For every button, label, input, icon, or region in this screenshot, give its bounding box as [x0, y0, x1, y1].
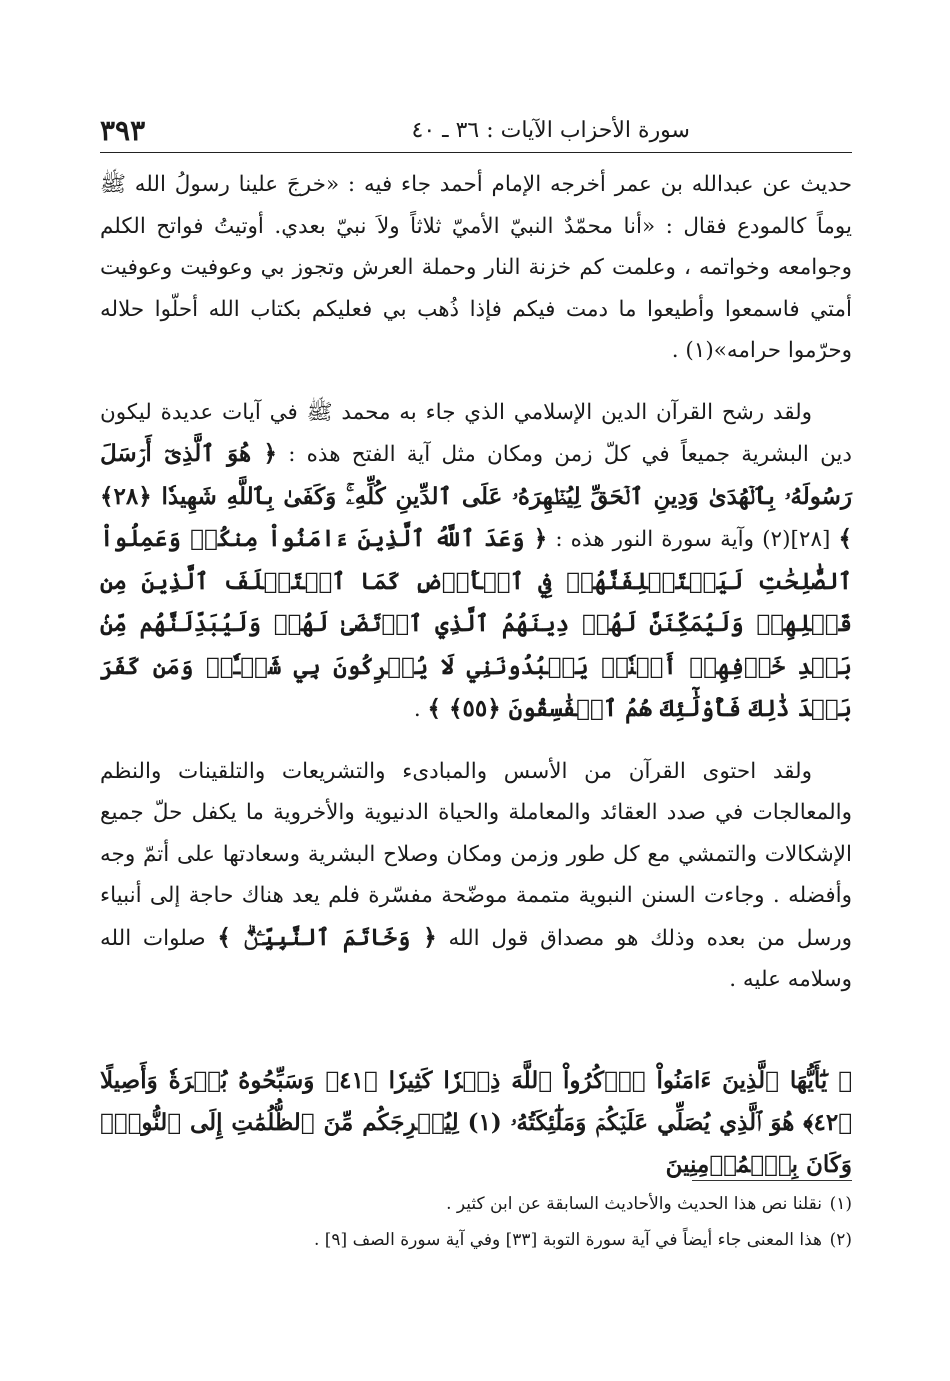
- paragraph-text: [٢٨](٢) وآية سورة النور هذه :: [547, 527, 839, 552]
- footnote-number: (٢): [829, 1230, 852, 1250]
- footnote-text: هذا المعنى جاء أيضاً في آية سورة التوبة [٣٣] وفي آية سورة الصف [٩] .: [313, 1230, 822, 1250]
- quran-verse-block: ﴿ يَٰٓأَيُّهَا ٱلَّذِينَ ءَامَنُواْ ٱذۡكُرُواْ ٱللَّهَ ذِكۡرٗا كَثِيرٗا ﴿٤١﴾ وَسَبِّحُوهُ بُكۡرَةٗ وَأَصِيلًا ﴿٤٢﴾ هُوَ ٱلَّذِي يُصَلِّي عَلَيۡكُمۡ وَمَلَٰٓئِكَتُهُۥ (١) لِيُخۡرِجَكُم مِّنَ ٱلظُّلُمَٰتِ إِلَى ٱلنُّورِۚ وَكَانَ بِٱلۡمُؤۡمِنِينَ: [100, 1067, 852, 1178]
- paragraph-text: .: [413, 697, 428, 722]
- paragraph: [100, 392, 852, 731]
- paragraph-text: حديث عن عبدالله بن عمر أخرجه الإمام أحمد جاء فيه : «خرجَ علينا رسولُ الله ﷺ يوماً كالمودع فقال : «أنا محمّدٌ النبيّ الأميّ ثلاثاً ولاَ نبيّ بعدي. أوتيتُ فواتح الكلم وجوامعه وخواتمه ، وعلمت كم خزنة النار وحملة العرش وتجوز بي وعوفيت وعوفيت أمتي فاسمعوا وأطيعوا ما دمت فيكم فإذا ذُهب بي فعليكم بكتاب الله أحلّوا حلاله وحرّموا حرامه»(١) .: [100, 172, 852, 363]
- footnote-number: (١): [829, 1194, 852, 1214]
- page-header: [100, 112, 850, 152]
- footnote: [100, 1186, 852, 1222]
- paragraph-text: صلوات الله وسلامه عليه .: [100, 925, 852, 992]
- quran-quote: ﴿ هُوَ ٱلَّذِىٓ أَرۡسَلَ رَسُولَهُۥ بِٱلۡهُدَىٰ وَدِينِ ٱلۡحَقِّ لِيُظۡهِرَهُۥ عَلَى ٱلدِّينِ كُلِّهِۦۚ وَكَفَىٰ بِٱللَّهِ شَهِيدٗا ﴿٢٨﴾ ﴾: [100, 440, 852, 552]
- main-text: [100, 164, 852, 1021]
- paragraph: [100, 164, 852, 372]
- footnote: [100, 1222, 852, 1258]
- footnote-text: نقلنا نص هذا الحديث والأحاديث السابقة عن ابن كثير .: [446, 1194, 822, 1214]
- footnotes: [100, 1186, 852, 1258]
- footnote-separator: [692, 1180, 852, 1181]
- paragraph: [100, 751, 852, 1001]
- quran-quote: ﴿ وَخَاتَمَ ٱلنَّبِيِّـۧنَۗ ﴾: [217, 923, 437, 951]
- header-rule: [100, 152, 852, 153]
- running-title: سورة الأحزاب الآيات : ٣٦ ـ ٤٠: [411, 118, 690, 143]
- page-number: ٣٩٣: [100, 114, 146, 147]
- paragraph-text: ولقد احتوى القرآن من الأسس والمبادىء والتشريعات والتلقينات والنظم والمعالجات في صدد العقائد والمعاملة والحياة الدنيوية والأخروية ما يكفل حلّ جميع الإشكالات والتمشي مع كل طور وزمن ومكان وصلاح البشرية وسعادتها على أتمّ وجه وأفضله . وجاءت السنن النبوية متممة موضّحة مفسّرة فلم يعد هناك حاجة إلى أنبياء ورسل من بعده وذلك هو مصداق قول الله: [100, 758, 852, 951]
- quran-quote: ﴿ وَعَدَ ٱللَّهُ ٱلَّذِينَ ءَامَنُواْ مِنكُمۡ وَعَمِلُواْ ٱلصَّٰلِحَٰتِ لَيَسۡتَخۡلِفَنَّهُمۡ فِي ٱلۡأَرۡضِ كَمَا ٱسۡتَخۡلَفَ ٱلَّذِينَ مِن قَبۡلِهِمۡ وَلَيُمَكِّنَنَّ لَهُمۡ دِينَهُمُ ٱلَّذِي ٱرۡتَضَىٰ لَهُمۡ وَلَيُبَدِّلَنَّهُم مِّنۢ بَعۡدِ خَوۡفِهِمۡ أَمۡنٗاۚ يَعۡبُدُونَنِي لَا يُشۡرِكُونَ بِي شَيۡـٔٗاۚ وَمَن كَفَرَ بَعۡدَ ذَٰلِكَ فَأُوْلَٰٓئِكَ هُمُ ٱلۡفَٰسِقُونَ ﴿٥٥﴾ ﴾: [100, 525, 852, 722]
- paragraph-text: ولقد رشح القرآن الدين الإسلامي الذي جاء به محمد ﷺ في آيات عديدة ليكون دين البشرية جميعاً في كلّ زمن ومكان مثل آية الفتح هذه :: [100, 399, 852, 467]
